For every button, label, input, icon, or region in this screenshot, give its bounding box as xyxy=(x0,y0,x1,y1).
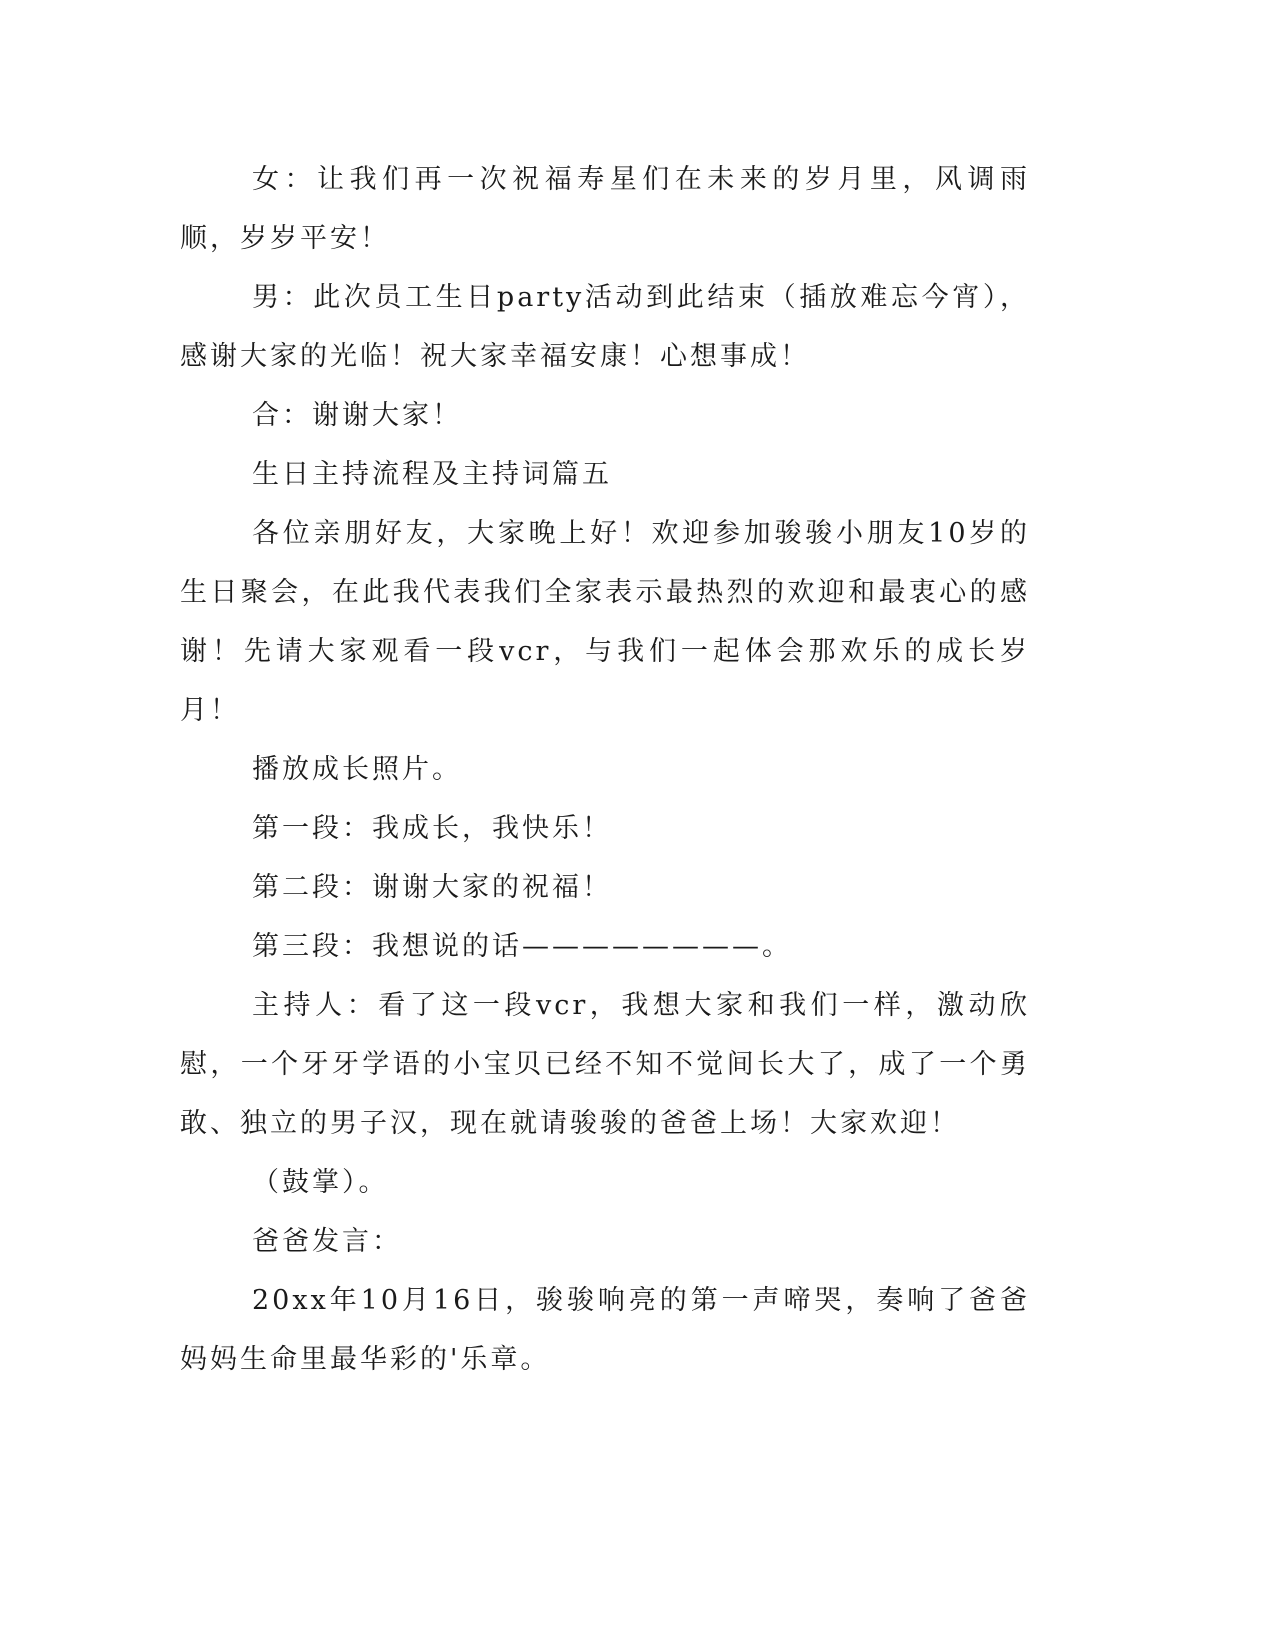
paragraph-father-speech: 20xx年10月16日，骏骏响亮的第一声啼哭，奏响了爸爸妈妈生命里最华彩的'乐章。 xyxy=(180,1285,1030,1375)
paragraph-blessing: 女：让我们再一次祝福寿星们在未来的岁月里，风调雨顺，岁岁平安！ xyxy=(180,164,1030,254)
paragraph-segment-two: 第二段：谢谢大家的祝福！ xyxy=(252,872,612,903)
document-body xyxy=(180,150,1030,1389)
section-heading: 生日主持流程及主持词篇五 xyxy=(252,459,612,490)
paragraph-father-speech-label: 爸爸发言： xyxy=(252,1226,402,1257)
paragraph-play-photos: 播放成长照片。 xyxy=(252,754,462,785)
paragraph-thanks: 合：谢谢大家！ xyxy=(252,400,462,431)
paragraph-host-speech: 主持人：看了这一段vcr，我想大家和我们一样，激动欣慰，一个牙牙学语的小宝贝已经不知不觉间长大了，成了一个勇敢、独立的男子汉，现在就请骏骏的爸爸上场！大家欢迎！ xyxy=(180,990,1030,1139)
paragraph-applause: （鼓掌）。 xyxy=(252,1167,389,1198)
paragraph-closing-remarks: 男：此次员工生日party活动到此结束（插放难忘今宵），感谢大家的光临！祝大家幸福安康！心想事成！ xyxy=(180,282,1030,372)
paragraph-segment-one: 第一段：我成长，我快乐！ xyxy=(252,813,612,844)
paragraph-segment-three: 第三段：我想说的话————————。 xyxy=(252,931,792,962)
paragraph-welcome: 各位亲朋好友，大家晚上好！欢迎参加骏骏小朋友10岁的生日聚会，在此我代表我们全家表示最热烈的欢迎和最衷心的感谢！先请大家观看一段vcr，与我们一起体会那欢乐的成长岁月！ xyxy=(180,518,1030,726)
